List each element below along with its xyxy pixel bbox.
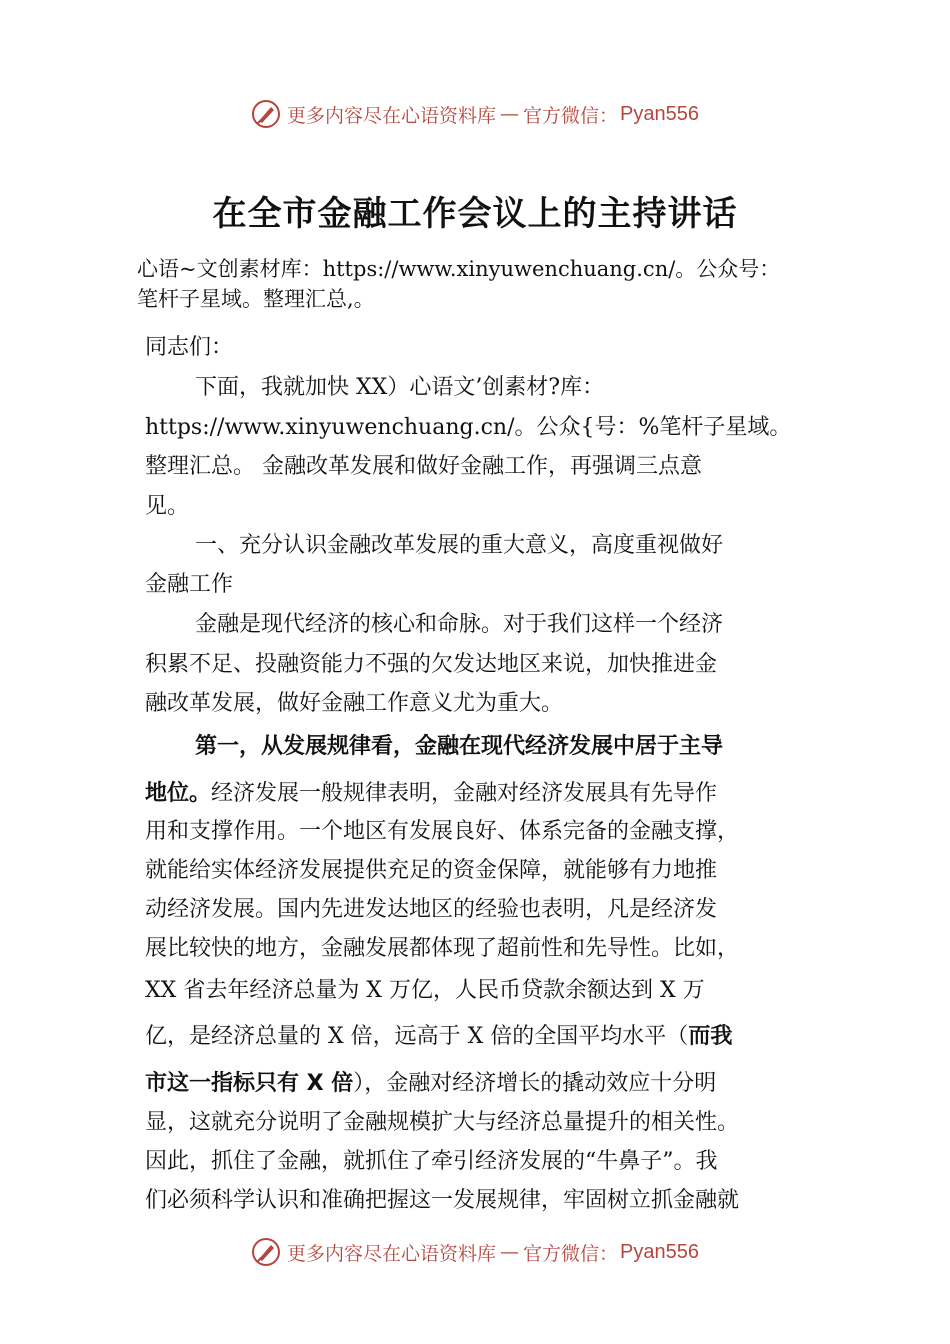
bold-emphasis: 而我 bbox=[688, 1024, 733, 1049]
banner-wechat-label: 官方微信： bbox=[523, 104, 619, 127]
subheading-end: 地位。 bbox=[145, 781, 212, 806]
body-line: XX 省去年经济总量为 X 万亿，人民币贷款余额达到 X 万 bbox=[145, 978, 705, 1003]
body-line bbox=[145, 1020, 732, 1054]
banner-separator: — bbox=[500, 1241, 520, 1263]
body-line: 下面，我就加快 XX）心语文’创素材?库： bbox=[195, 375, 605, 400]
section-heading: 金融工作 bbox=[145, 572, 234, 597]
footer-watermark-banner bbox=[0, 1232, 950, 1272]
document-title: 在全市金融工作会议上的主持讲话 bbox=[212, 194, 738, 234]
body-text: ），金融对经济增长的撬动效应十分明 bbox=[353, 1071, 717, 1096]
body-line: 展比较快的地方，金融发展都体现了超前性和先导性。比如， bbox=[145, 936, 740, 961]
body-line: 动经济发展。国内先进发达地区的经验也表明，凡是经济发 bbox=[145, 897, 718, 922]
body-line: 积累不足、投融资能力不强的欠发达地区来说，加快推进金 bbox=[145, 652, 718, 677]
banner-wechat-id: Pyan556 bbox=[620, 1240, 699, 1263]
body-line bbox=[145, 777, 717, 811]
quill-pen-seal-icon bbox=[251, 1237, 281, 1267]
bold-emphasis: 市这一指标只有 X 倍 bbox=[145, 1071, 354, 1096]
body-line: 因此，抓住了金融，就抓住了牵引经济发展的“牛鼻子”。我 bbox=[145, 1149, 718, 1174]
subheading: 第一，从发展规律看，金融在现代经济发展中居于主导 bbox=[195, 734, 724, 759]
body-line: https://www.xinyuwenchuang.cn/。公众{号：%笔杆子星域。 bbox=[145, 415, 792, 440]
salutation: 同志们： bbox=[145, 335, 234, 360]
body-line: 融改革发展，做好金融工作意义尤为重大。 bbox=[145, 691, 564, 716]
body-text: 亿，是经济总量的 X 倍，远高于 X 倍的全国平均水平（ bbox=[145, 1024, 689, 1049]
body-line: 见。 bbox=[145, 494, 190, 519]
body-line: 显，这就充分说明了金融规模扩大与经济总量提升的相关性。 bbox=[145, 1110, 740, 1135]
source-line: 心语~文创素材库：https://www.xinyuwenchuang.cn/。公众号： bbox=[137, 257, 781, 281]
body-line: 用和支撑作用。一个地区有发展良好、体系完备的金融支撑， bbox=[145, 819, 740, 844]
header-watermark-banner bbox=[0, 94, 950, 134]
body-line bbox=[145, 1067, 716, 1101]
banner-wechat-label: 官方微信： bbox=[523, 1242, 619, 1265]
source-note bbox=[137, 254, 937, 314]
body-text: 经济发展一般规律表明，金融对经济发展具有先导作 bbox=[211, 781, 718, 806]
banner-text: 更多内容尽在心语资料库 bbox=[287, 1242, 497, 1265]
banner-wechat-id: Pyan556 bbox=[620, 102, 699, 125]
banner-separator: — bbox=[500, 103, 520, 125]
source-line: 笔杆子星域。整理汇总,。 bbox=[137, 287, 375, 311]
quill-pen-seal-icon bbox=[251, 99, 281, 129]
body-line: 整理汇总。 金融改革发展和做好金融工作，再强调三点意 bbox=[145, 454, 702, 479]
section-heading: 一、充分认识金融改革发展的重大意义，高度重视做好 bbox=[195, 533, 724, 558]
body-line: 们必须科学认识和准确把握这一发展规律，牢固树立抓金融就 bbox=[145, 1188, 740, 1213]
banner-text: 更多内容尽在心语资料库 bbox=[287, 104, 497, 127]
body-line: 金融是现代经济的核心和命脉。对于我们这样一个经济 bbox=[195, 612, 724, 637]
body-line: 就能给实体经济发展提供充足的资金保障，就能够有力地推 bbox=[145, 858, 718, 883]
